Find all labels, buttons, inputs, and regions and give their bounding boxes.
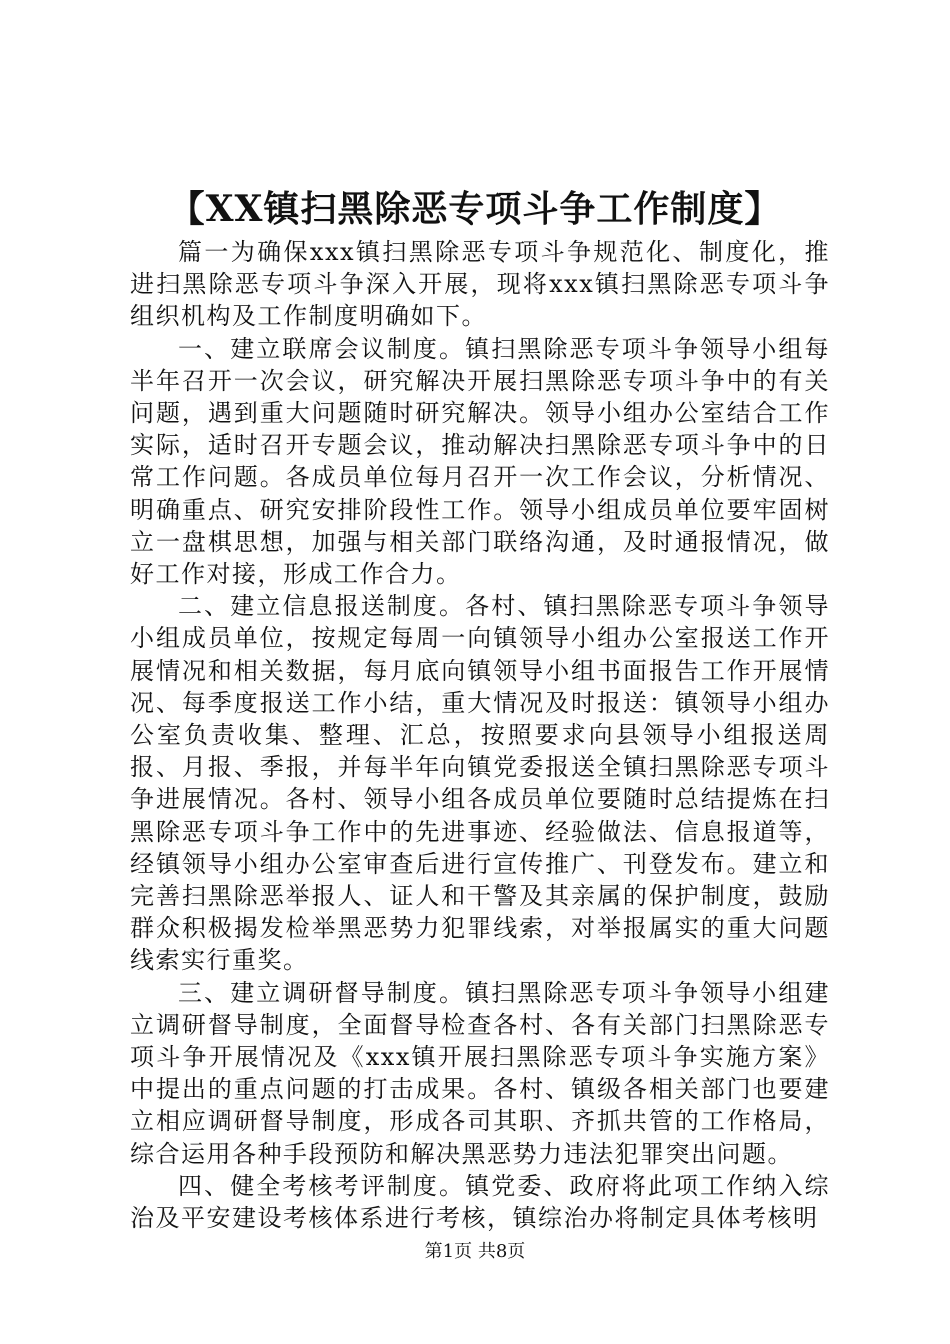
paragraph-joint-meeting-system: 一、建立联席会议制度。镇扫黑除恶专项斗争领导小组每半年召开一次会议，研究解决开展扫黑除恶专项斗争中的有关问题，遇到重大问题随时研究解决。领导小组办公室结合工作实际，适时召开专题会议，推动解决扫黑除恶专项斗争中的日常工作问题。各成员单位每月召开一次工作会议，分析情况、明确重点、研究安排阶段性工作。领导小组成员单位要牢固树立一盘棋思想，加强与相关部门联络沟通，及时通报情况，做好工作对接，形成工作合力。 <box>130 334 830 589</box>
paragraph-research-supervision-system: 三、建立调研督导制度。镇扫黑除恶专项斗争领导小组建立调研督导制度，全面督导检查各村、各有关部门扫黑除恶专项斗争开展情况及《xxx镇开展扫黑除恶专项斗争实施方案》中提出的重点问题的打击成果。各村、镇级各相关部门也要建立相应调研督导制度，形成各司其职、齐抓共管的工作格局，综合运用各种手段预防和解决黑恶势力违法犯罪突出问题。 <box>130 978 830 1168</box>
page-footer <box>0 1240 950 1264</box>
paragraph-intro: 篇一为确保xxx镇扫黑除恶专项斗争规范化、制度化，推进扫黑除恶专项斗争深入开展，现将xxx镇扫黑除恶专项斗争组织机构及工作制度明确如下。 <box>130 238 830 331</box>
document-title: 【XX镇扫黑除恶专项斗争工作制度】 <box>168 188 782 230</box>
page-indicator: 第1页 共8页 <box>424 1241 526 1262</box>
paragraph-assessment-system: 四、健全考核考评制度。镇党委、政府将此项工作纳入综治及平安建设考核体系进行考核，镇综治办将制定具体考核明 <box>130 1171 830 1233</box>
document-body <box>130 236 830 1234</box>
paragraph-information-reporting-system: 二、建立信息报送制度。各村、镇扫黑除恶专项斗争领导小组成员单位，按规定每周一向镇领导小组办公室报送工作开展情况和相关数据，每月底向镇领导小组书面报告工作开展情况、每季度报送工作小结，重大情况及时报送：镇领导小组办公室负责收集、整理、汇总，按照要求向县领导小组报送周报、月报、季报，并每半年向镇党委报送全镇扫黑除恶专项斗争进展情况。各村、领导小组各成员单位要随时总结提炼在扫黑除恶专项斗争工作中的先进事迹、经验做法、信息报道等，经镇领导小组办公室审查后进行宣传推广、刊登发布。建立和完善扫黑除恶举报人、证人和干警及其亲属的保护制度，鼓励群众积极揭发检举黑恶势力犯罪线索，对举报属实的重大问题线索实行重奖。 <box>130 592 830 975</box>
